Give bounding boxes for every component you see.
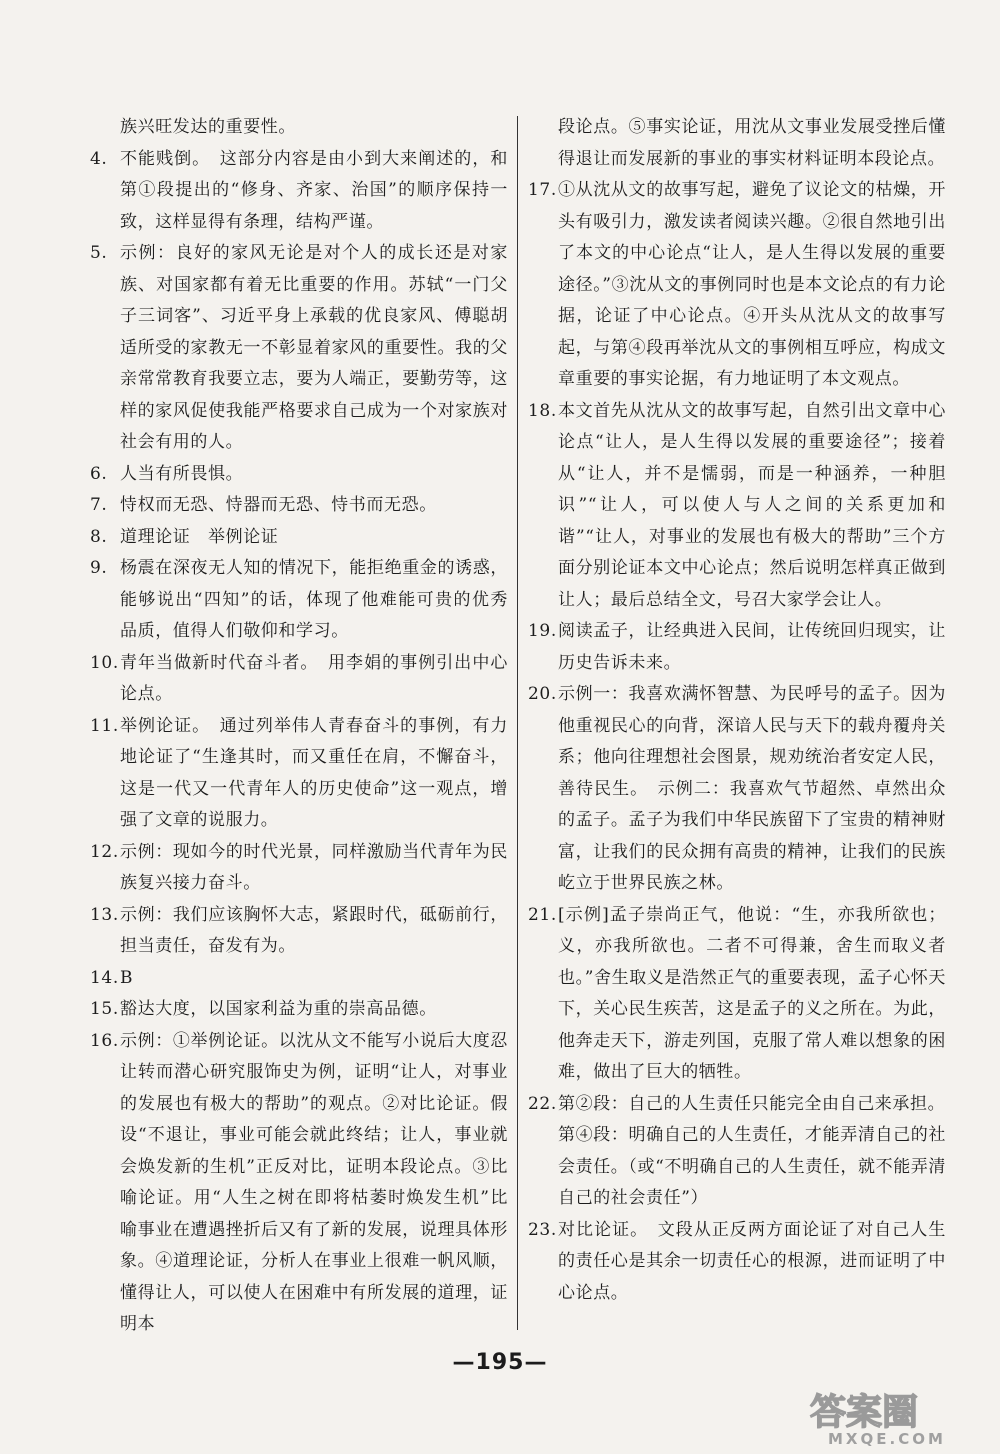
answer-number: 16. (90, 1030, 119, 1051)
answer-item (528, 679, 946, 900)
answer-paragraph: 阅读孟子，让经典进入民间，让传统回归现实，让历史告诉未来。 (558, 621, 946, 673)
answer-paragraph: 本文首先从沈从文的故事写起，自然引出文章中心论点“让人，是人生得以发展的重要途径”；接着从“让人，并不是懦弱，而是一种涵养，一种胆识”“让人，可以使人与人之间的关系更加和谐”“让人，对事业的发展也有极大的帮助”三个方面分别论证本文中心论点；然后说明怎样真正做到让人；最后总结全文，号召大家学会让人。 (558, 400, 946, 610)
answer-paragraph: 不能贱倒。 这部分内容是由小到大来阐述的，和第①段提出的“修身、齐家、治国”的顺序保持一致，这样显得有条理，结构严谨。 (120, 148, 508, 232)
answer-paragraph: 第②段：自己的人生责任只能完全由自己来承担。 (558, 1093, 946, 1114)
answer-text (528, 1215, 946, 1310)
answer-number: 7. (90, 495, 108, 515)
answer-item (90, 900, 508, 963)
answer-paragraph: 对比论证。 文段从正反两方面论证了对自己人生的责任心是其余一切责任心的根源，进而证明了中心论点。 (558, 1219, 946, 1303)
answer-text (90, 900, 508, 963)
answer-paragraph: B (120, 967, 134, 988)
answer-number: 5. (90, 243, 108, 263)
answer-item (528, 175, 946, 396)
answer-item (90, 238, 508, 459)
answer-number: 10. (90, 652, 119, 673)
answer-text (90, 490, 508, 522)
answer-text (528, 900, 946, 1089)
answer-number: 14. (90, 967, 119, 988)
answer-item (90, 459, 508, 491)
answer-item (528, 616, 946, 679)
answer-item (90, 1026, 508, 1341)
answer-number: 23. (528, 1219, 557, 1240)
answer-paragraph: 示例一：我喜欢满怀智慧、为民呼号的孟子。因为他重视民心的向背，深谙人民与天下的载舟覆舟关系；他向往理想社会图景，规劝统治者安定人民，善待民生。 示例二：我喜欢气节超然、卓然出众的孟子。孟子为我们中华民族留下了宝贵的精神财富，让我们的民众拥有高贵的精神，让我们的民族屹立于世界民族之林。 (558, 684, 946, 893)
answer-text (90, 994, 508, 1026)
right-column (528, 112, 946, 1309)
answer-text (90, 837, 508, 900)
answer-text (90, 648, 508, 711)
answer-number: 11. (90, 715, 119, 736)
answer-item (528, 396, 946, 617)
answer-paragraph: ①从沈从文的故事写起，避免了议论文的枯燥，开头有吸引力，激发读者阅读兴趣。②很自然地引出了本文的中心论点“让人，是人生得以发展的重要途径。”③沈从文的事例同时也是本文论点的有力论据，论证了中心论点。④开头从沈从文的故事写起，与第④段再举沈从文的事例相互呼应，构成文章重要的事实论据，有力地证明了本文观点。 (558, 180, 946, 389)
answer-paragraph: 第④段：明确自己的人生责任，才能弄清自己的社会责任。（或“不明确自己的人生责任，就不能弄清自己的社会责任”） (558, 1125, 946, 1208)
answer-text (528, 175, 946, 396)
answer-number: 17. (528, 180, 557, 200)
answer-number: 19. (528, 621, 557, 641)
column-divider (517, 116, 518, 1330)
answer-number: 12. (90, 841, 119, 862)
answer-item (528, 112, 946, 175)
answer-number: 20. (528, 684, 557, 704)
answer-number: 6. (90, 463, 108, 484)
answer-item (90, 994, 508, 1026)
answer-paragraph: 示例：我们应该胸怀大志，紧跟时代，砥砺前行，担当责任，奋发有为。 (120, 904, 508, 956)
answer-text (528, 679, 946, 900)
watermark-url: MXQE.COM (828, 1430, 946, 1448)
answer-text (90, 522, 508, 554)
answer-paragraph: 豁达大度，以国家利益为重的崇高品德。 (120, 999, 437, 1019)
answer-paragraph: 人当有所畏惧。 (120, 463, 244, 484)
answer-text (90, 144, 508, 239)
answer-item (528, 1215, 946, 1310)
answer-item (90, 837, 508, 900)
answer-paragraph: 杨震在深夜无人知的情况下，能拒绝重金的诱惑，能够说出“四知”的话，体现了他难能可贵的优秀品质，值得人们敬仰和学习。 (120, 558, 508, 641)
answer-item (90, 711, 508, 837)
answer-item (528, 900, 946, 1089)
answer-paragraph: 恃权而无恐、恃器而无恐、恃书而无恐。 (120, 495, 437, 515)
answer-number: 13. (90, 904, 119, 925)
answer-number: 8. (90, 526, 108, 547)
answer-paragraph: 族兴旺发达的重要性。 (120, 117, 296, 137)
answer-item (90, 553, 508, 648)
answer-item (90, 648, 508, 711)
answer-item (90, 963, 508, 995)
answer-number: 15. (90, 999, 119, 1019)
watermark-logo (802, 1384, 992, 1448)
answer-paragraph: 示例：①举例论证。以沈从文不能写小说后大度忍让转而潜心研究服饰史为例，证明“让人，对事业的发展也有极大的帮助”的观点。②对比论证。假设“不退让，事业可能会就此终结；让人，事业就会焕发新的生机”正反对比，证明本段论点。③比喻论证。用“人生之树在即将枯萎时焕发生机”比喻事业在遭遇挫折后又有了新的发展，说理具体形象。④道理论证，分析人在事业上很难一帆风顺，懂得让人，可以使人在困难中有所发展的道理，证明本 (120, 1030, 508, 1334)
answer-text (528, 616, 946, 679)
answer-text (528, 396, 946, 617)
answer-number: 9. (90, 558, 108, 578)
answer-text (528, 1089, 946, 1215)
answer-item (90, 522, 508, 554)
answer-number: 18. (528, 400, 557, 421)
answer-number: 4. (90, 148, 108, 169)
answer-text (90, 112, 508, 144)
answer-text (90, 553, 508, 648)
answer-item (90, 490, 508, 522)
answer-text (90, 238, 508, 459)
answer-paragraph: 举例论证。 通过列举伟人青春奋斗的事例，有力地论证了“生逢其时，而又重任在肩，不懈奋斗，这是一代又一代青年人的历史使命”这一观点，增强了文章的说服力。 (120, 715, 508, 830)
answer-paragraph: 示例：现如今的时代光景，同样激励当代青年为民族复兴接力奋斗。 (120, 841, 508, 893)
answer-paragraph: 青年当做新时代奋斗者。 用李娟的事例引出中心论点。 (120, 652, 508, 704)
answer-number: 21. (528, 904, 557, 925)
answer-text (90, 1026, 508, 1341)
answer-item (90, 112, 508, 144)
watermark-title: 答案圈 (810, 1392, 919, 1433)
answer-paragraph: 示例：良好的家风无论是对个人的成长还是对家族、对国家都有着无比重要的作用。苏轼“一门父子三词客”、习近平身上承载的优良家风、傅聪胡适所受的家教无一不彰显着家风的重要性。我的父亲常常教育我要立志，要为人端正，要勤劳等，这样的家风促使我能严格要求自己成为一个对家族对社会有用的人。 (120, 243, 508, 452)
answer-number: 22. (528, 1093, 557, 1114)
left-column (90, 112, 508, 1341)
answer-item (528, 1089, 946, 1215)
page-number: —195— (452, 1350, 548, 1375)
answer-text (90, 711, 508, 837)
answer-text (528, 112, 946, 175)
answer-paragraph: [示例]孟子崇尚正气，他说：“生，亦我所欲也；义，亦我所欲也。二者不可得兼，舍生而取义者也。”舍生取义是浩然正气的重要表现，孟子心怀天下，关心民生疾苦，这是孟子的义之所在。为此，他奔走天下，游走列国，克服了常人难以想象的困难，做出了巨大的牺牲。 (558, 904, 946, 1082)
answer-paragraph: 道理论证 举例论证 (120, 526, 279, 547)
answer-text (90, 963, 508, 995)
answer-text (90, 459, 508, 491)
answer-item (90, 144, 508, 239)
answer-paragraph: 段论点。⑤事实论证，用沈从文事业发展受挫后懂得退让而发展新的事业的事实材料证明本段论点。 (558, 117, 946, 169)
